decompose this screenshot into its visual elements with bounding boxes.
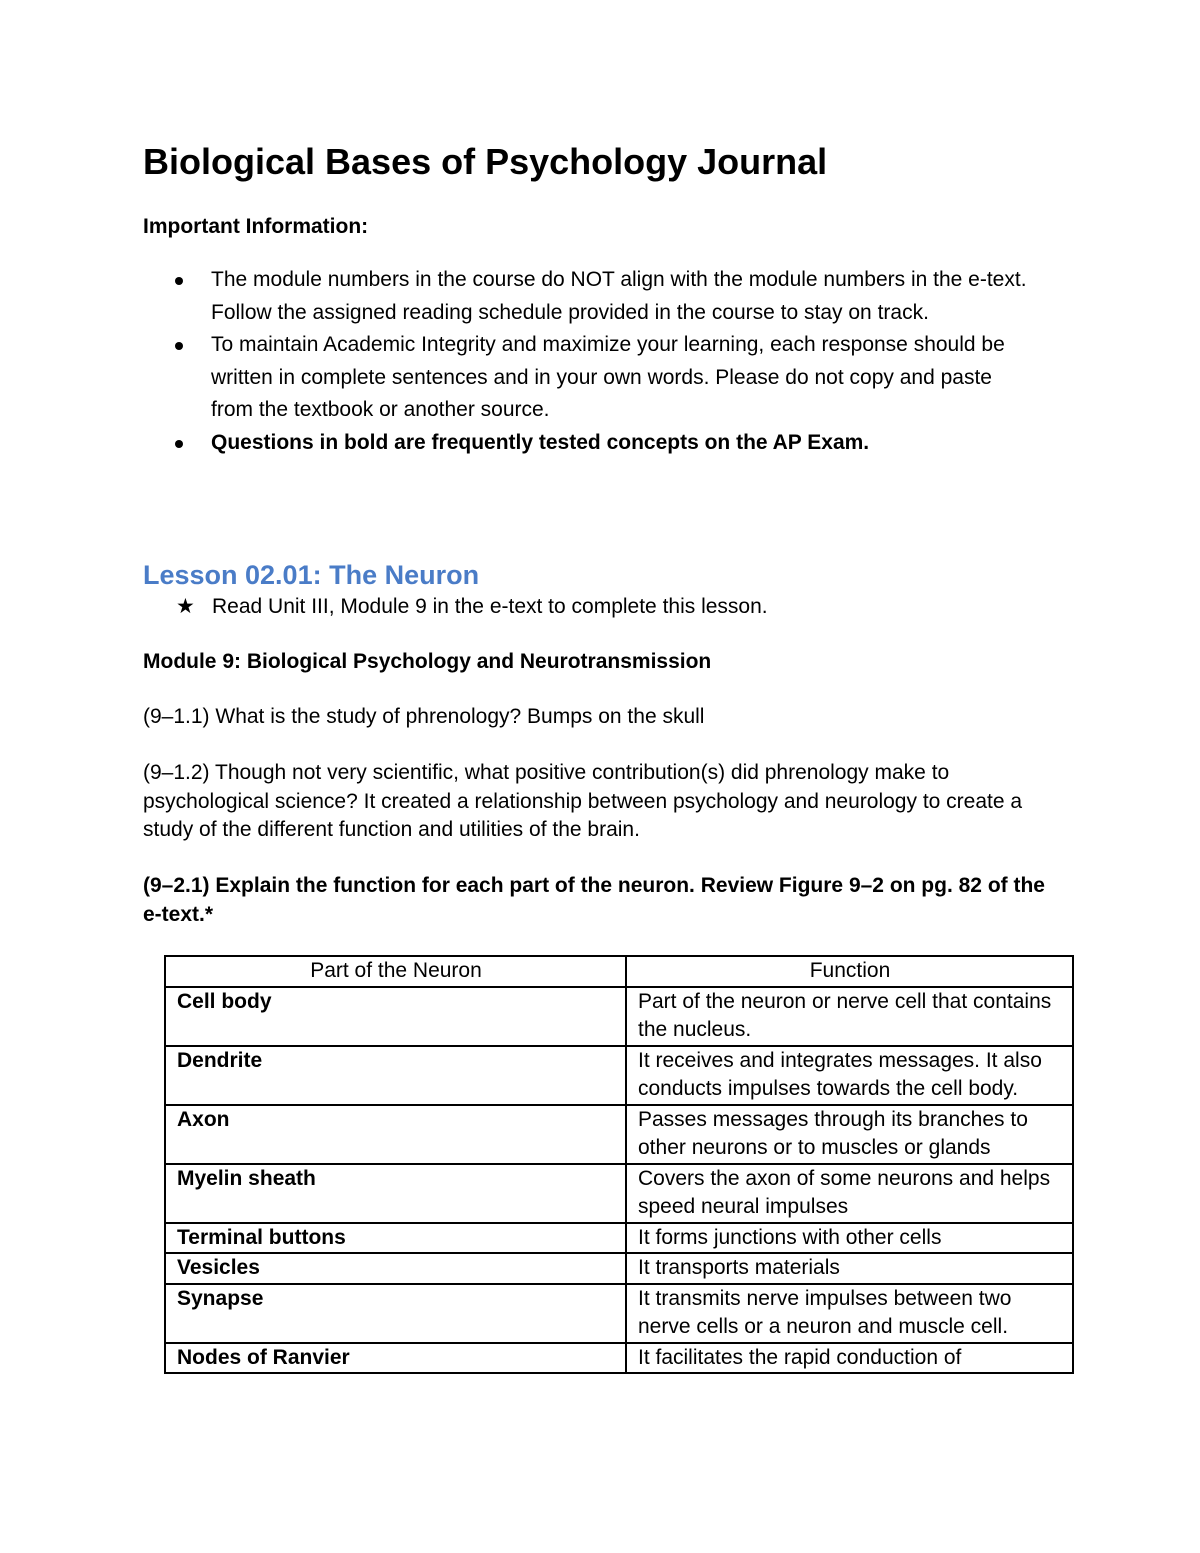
reading-note [176, 591, 768, 622]
table-header-row [165, 956, 1073, 987]
star-icon: ★ [176, 594, 195, 618]
part-cell: Axon [165, 1105, 626, 1164]
function-cell: Part of the neuron or nerve cell that contains the nucleus. [626, 987, 1073, 1046]
neuron-parts-table [164, 955, 1074, 1374]
important-info-list [143, 264, 1063, 459]
page-title: Biological Bases of Psychology Journal [143, 141, 828, 182]
module-heading: Module 9: Biological Psychology and Neurotransmission [143, 650, 712, 673]
question-9-2-1: (9–2.1) Explain the function for each part of the neuron. Review Figure 9–2 on pg. 82 of the e-text.* [143, 874, 1045, 926]
function-cell: It forms junctions with other cells [626, 1223, 1073, 1254]
reading-note-text: Read Unit III, Module 9 in the e-text to complete this lesson. [212, 595, 768, 618]
part-cell: Dendrite [165, 1046, 626, 1105]
list-item [143, 264, 1063, 329]
function-cell: It transmits nerve impulses between two nerve cells or a neuron and muscle cell. [626, 1284, 1073, 1343]
bullet-text: The module numbers in the course do NOT align with the module numbers in the e-text. Follow the assigned reading schedule provided in the course to stay on track. [211, 268, 1027, 324]
table-row [165, 1343, 1073, 1374]
header-part: Part of the Neuron [165, 956, 626, 987]
function-cell: Passes messages through its branches to other neurons or to muscles or glands [626, 1105, 1073, 1164]
part-cell: Synapse [165, 1284, 626, 1343]
function-cell: It receives and integrates messages. It also conducts impulses towards the cell body. [626, 1046, 1073, 1105]
bullet-icon [175, 342, 183, 350]
table-row [165, 1046, 1073, 1105]
part-cell: Vesicles [165, 1253, 626, 1284]
part-cell: Terminal buttons [165, 1223, 626, 1254]
bullet-text: To maintain Academic Integrity and maximize your learning, each response should be written in complete sentences and in your own words. Please do not copy and paste from the textbook or another source. [211, 333, 1005, 421]
question-9-1-1: (9–1.1) What is the study of phrenology? Bumps on the skull [143, 705, 705, 728]
function-cell: It facilitates the rapid conduction of [626, 1343, 1073, 1374]
bullet-icon [175, 440, 183, 448]
function-cell: It transports materials [626, 1253, 1073, 1284]
part-cell: Cell body [165, 987, 626, 1046]
table-row [165, 1284, 1073, 1343]
table-row [165, 1105, 1073, 1164]
part-cell: Myelin sheath [165, 1164, 626, 1223]
table-row [165, 1223, 1073, 1254]
lesson-heading: Lesson 02.01: The Neuron [143, 560, 480, 590]
header-function: Function [626, 956, 1073, 987]
table-row [165, 987, 1073, 1046]
question-9-1-2: (9–1.2) Though not very scientific, what positive contribution(s) did phrenology make to psychological science? It created a relationship between psychology and neurology to create a study of the different function and utilities of the brain. [143, 761, 1023, 841]
bullet-text: Questions in bold are frequently tested concepts on the AP Exam. [211, 430, 870, 454]
bullet-icon [175, 277, 183, 285]
table-row [165, 1164, 1073, 1223]
part-cell: Nodes of Ranvier [165, 1343, 626, 1374]
table-row [165, 1253, 1073, 1284]
function-cell: Covers the axon of some neurons and helps speed neural impulses [626, 1164, 1073, 1223]
list-item [143, 329, 1026, 427]
list-item [143, 427, 1063, 460]
important-info-label: Important Information: [143, 215, 369, 238]
